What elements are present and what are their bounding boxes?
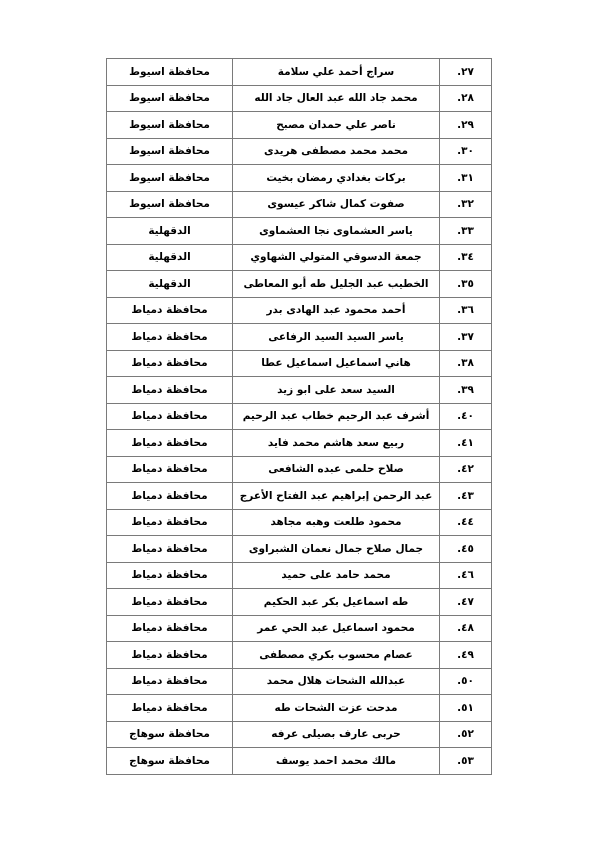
table-row [107,456,492,483]
row-governorate: محافظة دمياط [107,483,233,510]
row-name: هاني اسماعيل اسماعيل عطا [233,350,440,377]
row-governorate: محافظة اسيوط [107,191,233,218]
row-name: بركات بغدادي رمضان بخيت [233,165,440,192]
row-governorate: محافظة دمياط [107,456,233,483]
table-row [107,85,492,112]
table-row [107,695,492,722]
row-number: ٣٨. [440,350,492,377]
row-number: ٣٧. [440,324,492,351]
row-number: ٤١. [440,430,492,457]
row-governorate: محافظة اسيوط [107,138,233,165]
row-governorate: محافظة دمياط [107,350,233,377]
row-governorate: محافظة دمياط [107,403,233,430]
row-name: أشرف عبد الرحيم خطاب عبد الرحيم [233,403,440,430]
row-name: ناصر علي حمدان مصبح [233,112,440,139]
row-number: ٤٤. [440,509,492,536]
row-name: سراج أحمد علي سلامة [233,59,440,86]
row-name: ياسر العشماوى نجا العشماوى [233,218,440,245]
names-table-body [107,59,492,775]
row-governorate: محافظة دمياط [107,377,233,404]
row-governorate: محافظة دمياط [107,589,233,616]
row-governorate: محافظة دمياط [107,668,233,695]
row-number: ٣٣. [440,218,492,245]
row-governorate: محافظة سوهاج [107,721,233,748]
row-number: ٣٩. [440,377,492,404]
table-row [107,403,492,430]
table-row [107,218,492,245]
table-row [107,112,492,139]
row-governorate: الدقهلية [107,271,233,298]
table-row [107,562,492,589]
table-row [107,377,492,404]
row-governorate: محافظة دمياط [107,324,233,351]
table-row [107,244,492,271]
table-row [107,615,492,642]
table-row [107,324,492,351]
row-name: محمود اسماعيل عبد الحي عمر [233,615,440,642]
row-name: جمعة الدسوقي المتولي الشهاوي [233,244,440,271]
table-row [107,668,492,695]
row-number: ٤٢. [440,456,492,483]
row-name: صفوت كمال شاكر عيسوى [233,191,440,218]
row-name: ياسر السيد السيد الرفاعى [233,324,440,351]
row-governorate: محافظة اسيوط [107,59,233,86]
row-governorate: محافظة دمياط [107,562,233,589]
row-governorate: محافظة دمياط [107,297,233,324]
table-row [107,59,492,86]
row-governorate: الدقهلية [107,244,233,271]
table-row [107,721,492,748]
table-row [107,536,492,563]
row-number: ٣٢. [440,191,492,218]
table-row [107,642,492,669]
table-row [107,165,492,192]
table-row [107,297,492,324]
row-number: ٣٤. [440,244,492,271]
row-name: مدحت عزت الشحات طه [233,695,440,722]
row-name: محمد حامد على حميد [233,562,440,589]
row-number: ٣٥. [440,271,492,298]
row-number: ٤٩. [440,642,492,669]
row-name: مالك محمد احمد يوسف [233,748,440,775]
table-row [107,483,492,510]
table-row [107,271,492,298]
row-name: صلاح حلمى عبده الشافعى [233,456,440,483]
row-name: محمود طلعت وهبه مجاهد [233,509,440,536]
row-number: ٤٠. [440,403,492,430]
table-row [107,748,492,775]
row-governorate: الدقهلية [107,218,233,245]
row-number: ٣٦. [440,297,492,324]
row-governorate: محافظة سوهاج [107,748,233,775]
row-name: حربى عارف بصيلى عرفه [233,721,440,748]
row-name: أحمد محمود عبد الهادى بدر [233,297,440,324]
row-governorate: محافظة اسيوط [107,85,233,112]
row-number: ٥٢. [440,721,492,748]
row-name: عبدالله الشحات هلال محمد [233,668,440,695]
row-name: السيد سعد على ابو زيد [233,377,440,404]
row-number: ٤٦. [440,562,492,589]
row-name: محمد محمد مصطفى هريدى [233,138,440,165]
row-governorate: محافظة دمياط [107,536,233,563]
row-governorate: محافظة دمياط [107,615,233,642]
row-number: ٤٣. [440,483,492,510]
row-name: طه اسماعيل بكر عبد الحكيم [233,589,440,616]
row-name: عصام محسوب بكري مصطفى [233,642,440,669]
row-number: ٤٨. [440,615,492,642]
table-row [107,430,492,457]
row-governorate: محافظة اسيوط [107,165,233,192]
row-governorate: محافظة دمياط [107,642,233,669]
row-name: جمال صلاح جمال نعمان الشبراوى [233,536,440,563]
table-row [107,589,492,616]
row-name: محمد جاد الله عبد العال جاد الله [233,85,440,112]
row-number: ٥٠. [440,668,492,695]
row-name: الخطيب عبد الجليل طه أبو المعاطى [233,271,440,298]
table-row [107,191,492,218]
row-number: ٥٣. [440,748,492,775]
row-number: ٣١. [440,165,492,192]
row-governorate: محافظة دمياط [107,509,233,536]
table-row [107,509,492,536]
row-name: عبد الرحمن إبراهيم عبد الفتاح الأعرج [233,483,440,510]
row-number: ٤٧. [440,589,492,616]
row-number: ٣٠. [440,138,492,165]
row-governorate: محافظة دمياط [107,430,233,457]
table-row [107,138,492,165]
row-number: ٤٥. [440,536,492,563]
row-number: ٢٩. [440,112,492,139]
row-name: ربيع سعد هاشم محمد فايد [233,430,440,457]
row-number: ٢٧. [440,59,492,86]
row-number: ٢٨. [440,85,492,112]
row-governorate: محافظة اسيوط [107,112,233,139]
row-governorate: محافظة دمياط [107,695,233,722]
table-row [107,350,492,377]
row-number: ٥١. [440,695,492,722]
names-table [106,58,492,775]
